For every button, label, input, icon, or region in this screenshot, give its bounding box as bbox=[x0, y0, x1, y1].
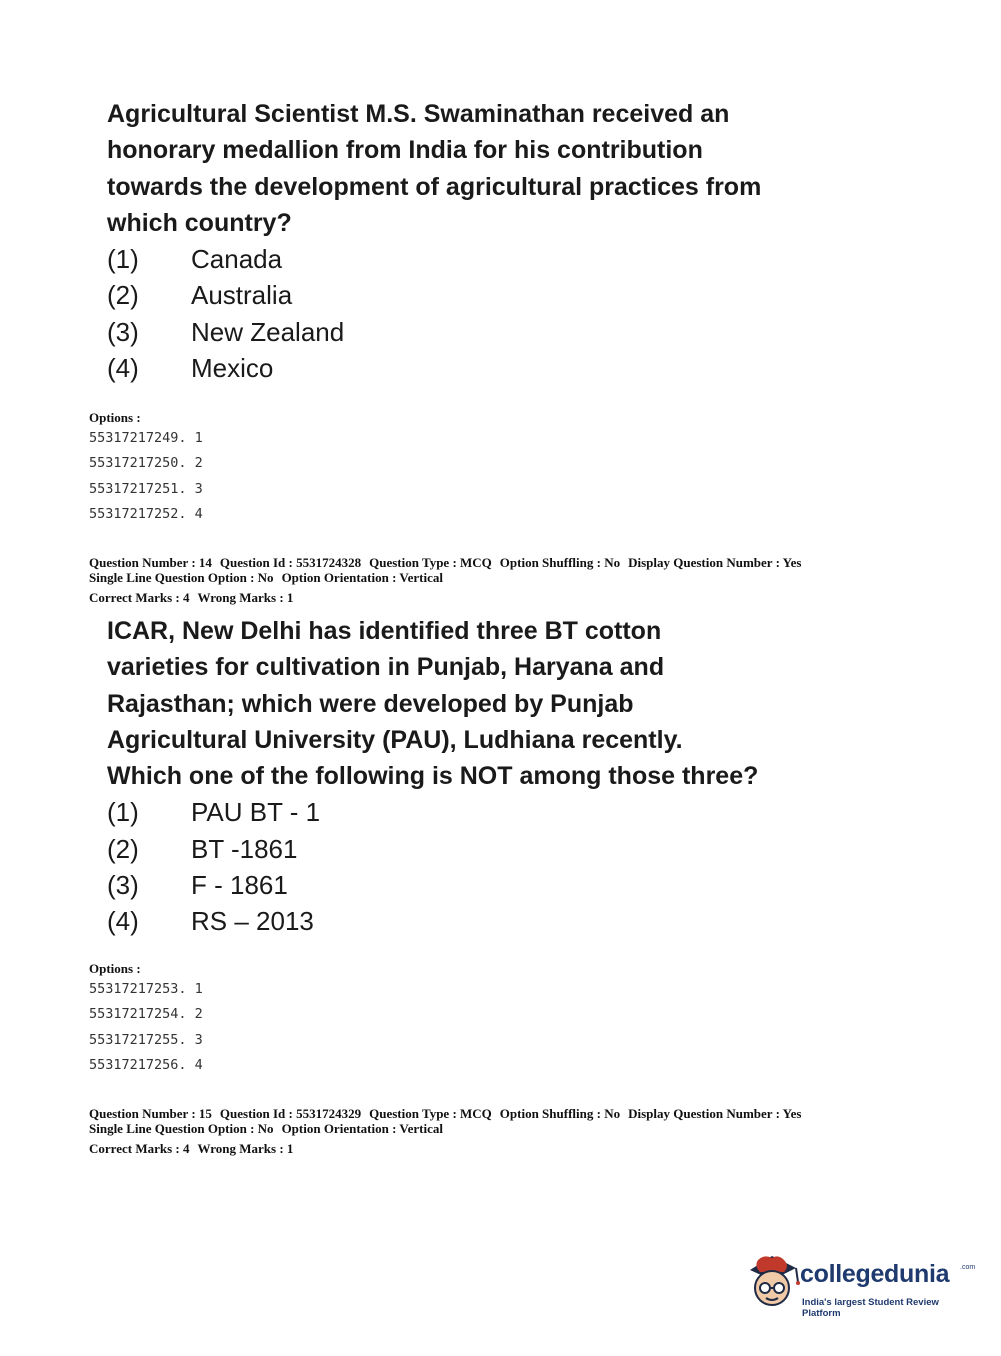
question-text-line: varieties for cultivation in Punjab, Haryana and bbox=[107, 653, 665, 682]
correct-marks: Correct Marks : 4 bbox=[89, 590, 190, 605]
question-14-options bbox=[107, 794, 867, 939]
option-id-list bbox=[89, 426, 203, 528]
option-item bbox=[107, 350, 867, 386]
option-text: Australia bbox=[191, 280, 293, 311]
question-number: Question Number : 14 bbox=[89, 555, 212, 570]
option-shuffling: Option Shuffling : No bbox=[499, 555, 621, 570]
option-number: (2) bbox=[107, 280, 139, 311]
question-text-line: ICAR, New Delhi has identified three BT cotton bbox=[107, 617, 662, 645]
question-text-line: Which one of the following is NOT among those three? bbox=[107, 762, 759, 791]
question-14-meta bbox=[89, 555, 801, 605]
wrong-marks: Wrong Marks : 1 bbox=[197, 1141, 294, 1156]
option-number: (4) bbox=[107, 353, 139, 384]
option-number: (3) bbox=[107, 870, 139, 901]
option-item bbox=[107, 794, 867, 830]
option-text: PAU BT - 1 bbox=[191, 797, 321, 828]
option-text: New Zealand bbox=[191, 316, 345, 347]
option-text: F - 1861 bbox=[191, 870, 288, 901]
option-text: RS – 2013 bbox=[191, 906, 314, 937]
question-id: Question Id : 5531724329 bbox=[219, 1106, 362, 1121]
display-question-number: Display Question Number : Yes bbox=[628, 1106, 802, 1121]
mascot-icon bbox=[742, 1248, 802, 1314]
option-item bbox=[107, 831, 867, 867]
question-14 bbox=[107, 613, 867, 940]
option-orientation: Option Orientation : Vertical bbox=[281, 570, 443, 585]
option-item bbox=[107, 314, 867, 350]
question-number: Question Number : 15 bbox=[89, 1106, 212, 1121]
question-text-line: Rajasthan; which were developed by Punjab bbox=[107, 689, 634, 718]
question-14-text bbox=[107, 613, 867, 794]
option-text: Canada bbox=[191, 244, 283, 275]
display-question-number: Display Question Number : Yes bbox=[628, 555, 802, 570]
collegedunia-logo bbox=[742, 1248, 976, 1319]
meta-line bbox=[89, 590, 801, 605]
question-type: Question Type : MCQ bbox=[369, 1106, 492, 1121]
option-id: 55317217255. 3 bbox=[89, 1031, 203, 1048]
meta-line bbox=[89, 555, 801, 570]
option-item bbox=[107, 241, 867, 277]
option-item bbox=[107, 903, 867, 939]
brand-domain: .com bbox=[960, 1264, 976, 1271]
single-line-option: Single Line Question Option : No bbox=[89, 1121, 274, 1136]
option-item bbox=[107, 277, 867, 313]
options-label: Options : bbox=[89, 961, 141, 976]
option-id: 55317217251. 3 bbox=[89, 480, 203, 497]
question-text-line: towards the development of agricultural practices from bbox=[107, 172, 762, 201]
question-1-text bbox=[107, 96, 867, 241]
question-15-meta bbox=[89, 1106, 801, 1156]
question-type: Question Type : MCQ bbox=[369, 555, 492, 570]
brand-name: collegedunia bbox=[800, 1260, 950, 1288]
option-id: 55317217252. 4 bbox=[89, 506, 203, 523]
option-shuffling: Option Shuffling : No bbox=[499, 1106, 621, 1121]
option-id-list bbox=[89, 977, 203, 1079]
option-text: BT -1861 bbox=[191, 833, 298, 864]
option-number: (4) bbox=[107, 906, 139, 937]
option-number: (1) bbox=[107, 797, 139, 828]
option-id: 55317217256. 4 bbox=[89, 1057, 203, 1074]
question-1-options bbox=[107, 241, 867, 386]
option-id: 55317217250. 2 bbox=[89, 455, 203, 472]
meta-line bbox=[89, 1141, 801, 1156]
option-orientation: Option Orientation : Vertical bbox=[281, 1121, 443, 1136]
question-text-line: which country? bbox=[107, 208, 292, 237]
meta-line bbox=[89, 1106, 801, 1121]
question-text-line: Agricultural Scientist M.S. Swaminathan received an bbox=[107, 100, 730, 128]
question-text-line: honorary medallion from India for his contribution bbox=[107, 136, 703, 165]
meta-line bbox=[89, 570, 801, 585]
option-text: Mexico bbox=[191, 353, 274, 384]
option-number: (2) bbox=[107, 833, 139, 864]
brand-tagline: India's largest Student Review Platform bbox=[802, 1297, 939, 1319]
option-id: 55317217249. 1 bbox=[89, 430, 203, 446]
question-1 bbox=[107, 96, 867, 386]
wrong-marks: Wrong Marks : 1 bbox=[197, 590, 294, 605]
option-id: 55317217254. 2 bbox=[89, 1006, 203, 1023]
option-number: (1) bbox=[107, 244, 139, 275]
option-item bbox=[107, 867, 867, 903]
option-number: (3) bbox=[107, 316, 139, 347]
question-id: Question Id : 5531724328 bbox=[219, 555, 362, 570]
correct-marks: Correct Marks : 4 bbox=[89, 1141, 190, 1156]
meta-line bbox=[89, 1121, 801, 1136]
question-text-line: Agricultural University (PAU), Ludhiana recently. bbox=[107, 725, 683, 754]
options-label: Options : bbox=[89, 410, 141, 425]
option-id: 55317217253. 1 bbox=[89, 981, 203, 997]
single-line-option: Single Line Question Option : No bbox=[89, 570, 274, 585]
